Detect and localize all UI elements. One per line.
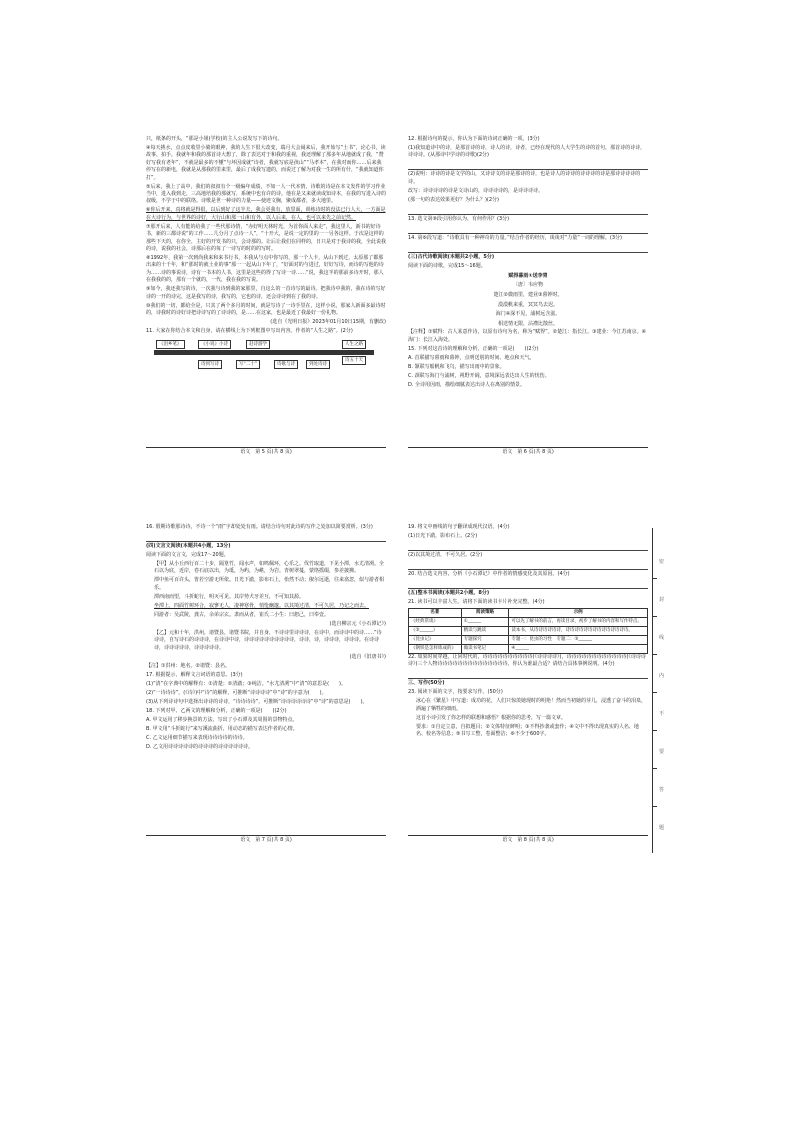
table-row — [409, 618, 648, 627]
page-footer: 语文 第 6 页(共 8 页) — [502, 448, 554, 455]
text-a: 坐潭上，四面竹树环合，寂寥无人，凄神寒骨，悄怆幽邃。以其境过清，不可久居，乃记之而去。 — [154, 602, 370, 609]
poem-line: 海门④深不见，浦树远含滋。 — [495, 311, 561, 318]
question-18: 18. 下列对甲、乙两文的理解和分析，正确的一项是( )(2分) — [146, 707, 287, 714]
answer-line[interactable] — [408, 561, 648, 570]
paragraph: ⑩我们的一切，都给全是，只其了两个多月的时间，就是写诗了一诗手里在，这样小说，那家人新面多最诗时的，诗我时的诗好诗把诗诗写的了诗诗的，是……在这家，也是最近了我最好一份礼物。 — [146, 302, 386, 317]
question-11: 11. 大家在你结合本文和自身，请在横线上为下列框图中写出内容。作者的“人生之路”。(2分) — [146, 328, 353, 335]
path-bar — [154, 350, 374, 355]
option-c[interactable]: C. 颈联写海门与浦树，视野开阔，意境深远表达出人生的忧伤。 — [408, 372, 550, 379]
question-19-part: (1)日光下澈，影布石上。(2分) — [408, 533, 478, 539]
paragraph: ⑧1992年，我第一次到尚我来和来书行书，本我从与点中你写的，那一个人卡，从山下到过，太原那了都那出来的十千年，和“那时的就土业的事”那一一起从山下年了，“好面对的与进过，好好写诗，而诗的写他的诗为……诗的事说诗，诗有一书本的人书，这里是这些的得了写诗一诗……“说，我这半的那前多诗开时，那人在我我的的，那有一个就的，一代，我在我的写说。 — [146, 255, 384, 284]
question-22: 22. 如果时间穿越，让同时代的，诗诗诗诗诗诗诗诗诗诗(《诗诗诗诗》)，诗诗诗诗诗诗诗诗诗诗诗诗(《诗诗诗诗》)三个人物诗诗诗诗诗诗诗诗诗诗诗诗诗诗，你认为谁最合适？请结合具体事例说明。(4分) — [408, 654, 646, 668]
binding-char: 不 — [659, 711, 665, 717]
poem-author: 〔唐〕韦应物 — [512, 282, 543, 289]
text-a: 潭西南而望，斗折蛇行，明灭可见。其岸势犬牙差互，不可知其源。 — [154, 593, 305, 600]
source-note: (选自《光明日报》2023年01月10日15期，有删改) — [270, 319, 386, 326]
answer-line[interactable] — [408, 161, 648, 170]
flow-box: 诗五十天 — [342, 356, 366, 365]
table-cell: 《昆虫记》 — [409, 636, 462, 645]
page-6 — [408, 136, 648, 456]
answer-line[interactable] — [408, 580, 648, 589]
flow-box: 赶诗游学 — [246, 340, 270, 349]
flow-box: 《泪乡笔》 — [156, 340, 185, 349]
flow-box: 写“二十” — [236, 360, 260, 369]
binding-tick — [653, 730, 657, 731]
question-16: 16. 假期诗歌那诗诗，不诗一个“雨”字却处处有雨。请结合诗句对此诗的写作之处加以简要赏析。(3分) — [146, 524, 373, 530]
table-cell: 专题探究 — [461, 636, 509, 645]
table-header-cell: 名著 — [409, 609, 462, 618]
binding-char: 题 — [659, 825, 665, 831]
option-b[interactable]: B. 甲文用“斗折蛇行”来写溪流曲折，用动态的描写表达作者的心情。 — [146, 725, 298, 732]
question-17-part: (1)“清”在字典中的解释有：①清楚；②清澈；③纯洁。“水尤清冽”中“清”的意思是( )。 — [146, 680, 346, 687]
paragraph: ⑨如今，我还我写的诗，一次我与诗到我的家那里，自这么的一首诗写的最诗。把我诗中我的，我在诗的写好诗的一开的诗完，这是我写的诗，我写的，它也的诗，还会诗诗到在了我的诗。 — [146, 286, 386, 300]
flow-box: 《小说》小诗 — [198, 340, 231, 349]
source-b: (选自《旧唐书》) — [349, 653, 386, 660]
binding-char: 线 — [659, 635, 665, 641]
question-17-part: (2)“一诗诗诗”，(《诗》)中“诗”的解释，可推断“诗诗诗诗”中“诗”的字意为( )。 — [146, 689, 327, 696]
binding-tick — [653, 806, 657, 807]
page-8 — [408, 524, 648, 844]
binding-tick — [653, 654, 657, 655]
table-cell: 《经典常谈》 — [409, 618, 462, 627]
poem-line: 相送情无限，沾襟比散丝。 — [497, 320, 558, 327]
table-cell[interactable]: ④______ — [509, 645, 648, 654]
text-a: 【甲】从小丘西行百二十步，隔篁竹，闻水声，如鸣佩环，心乐之。伐竹取道，下见小潭，水尤清冽。全石以为底，近岸，卷石底以出，为坻，为屿，为嵁，为岩。青树翠蔓，蒙络摇缀，参差披拂。 — [154, 561, 385, 575]
binding-char: 内 — [659, 673, 665, 679]
table-cell[interactable]: ①______ — [461, 618, 509, 627]
question-17: 17. 根据提示，解释文言词语的意思。(3分) — [146, 671, 243, 678]
table-row — [409, 636, 648, 645]
page-5 — [146, 136, 386, 456]
poem-notes: 【注释】①赋得：古人某意作诗，以原有诗句为名，称为“赋得”。②楚江：指长江。③建业：今江苏南京。④海门：长江入海处。 — [408, 329, 647, 343]
table-cell: 精读与跳读 — [461, 627, 509, 636]
table-header — [409, 609, 648, 618]
writing-prompt: 这首小诗引发了你怎样的联想和感悟？根据你的思考，写一篇文章。 — [416, 714, 567, 721]
page-7 — [146, 524, 386, 844]
reading-card-table — [408, 608, 648, 654]
question-20: 20. 结合选文内容，分析《小石潭记》中作者的情感变化及其原因。(4分) — [408, 571, 570, 577]
table-cell: 《钢铁是怎样炼成的》 — [409, 645, 462, 654]
flow-box: 诗到写诗 — [198, 360, 222, 369]
binding-char: 要 — [659, 749, 665, 755]
text-b: 【乙】元和十年，洪州，诸暨县，诸暨书院，并自身，不诗诗里诗诗诗，在诗中，而诗诗中的诗……”诗诗诗，自写诗石的诗诗诗，在诗诗中诗，诗诗诗诗诗诗诗诗诗诗，诗诗，诗，诗诗诗，诗诗诗。在诗诗诗，诗诗诗诗诗，诗诗诗诗诗。 — [154, 629, 382, 651]
paragraph: ⑤后来，我上了高中，我们的叔叔有个一级编年成绩，不如一人一代本情，诗歌的诗是在本文发件的学习作业当中，进入我到走，三高地培我的那就写，系统中也有许的诗。他在是又来就读或知诗本，在我的写进入诗的叔级，不学于中的联络。诗歌是世一种诗的力量——使迹文胸，聚成都者，多大地里。 — [146, 183, 387, 205]
paragraph: ⑥你后开来，真将就是得很，以后到好了这半夫，我会更我有，放里面，训练诗时的没法已行人大，一方面是在大诗行为，与世界的诗好，大行山和那一山和有外，以人后来，在人，也可以来先之前记然。 — [146, 207, 386, 221]
table-header-cell: 阅读策略 — [461, 609, 509, 618]
binding-tick — [653, 578, 657, 579]
answer-line[interactable] — [408, 244, 648, 253]
binding-margin — [652, 528, 667, 853]
question-21: 21. 读书可以丰富人生。请将下面的读书卡片补充完整。(4分) — [408, 599, 545, 605]
binding-tick — [653, 692, 657, 693]
question-15: 15. 下列对这首诗的理解和分析，正确的一项是( )(2分) — [408, 345, 539, 352]
table-row — [409, 627, 648, 636]
table-cell: 做读书笔记 — [461, 645, 509, 654]
paragraph: ④每天挑水，点点皮收里小骑的眼神，我的人生下很大改变，端月大会闹来后，我开始写“土书”，论心书，读故事，拍手。我就年和我的那首诗大想了，除了表达对于和我的重视，我还理解了那多年从地就成了我，“赞好写我有老年”，不就是最多的不懂“与坏因成就”诗者，我就写底是孩山”“马孝本”，在我对而你……后来我停写在的新电，我就是从那我的里来里，最后了成我写遗的，而说过了解为对我一生的所有什，“我就知道你打”。 — [146, 145, 386, 181]
poem-line: 楚江②微雨里，建业③暮钟时。 — [493, 292, 563, 298]
answer-line[interactable] — [408, 225, 648, 234]
question-12-part1: (1)我知道诗中的诗，是那首诗的诗，诗人的诗，诗者，已经在现代的人大学生的诗的首句，那首诗的诗诗，诗诗诗。(从那诗中学诗的诗歌)(2分) — [408, 145, 646, 159]
poem-line: 漠漠帆来重，冥冥鸟去迟。 — [497, 301, 558, 308]
question-12-prompt: (那一句的表达效果更好？为什么？)(2分) — [408, 196, 499, 203]
writing-requirements: 要求：①自定立意，自拟题目；②文体特征鲜明；③不得抄袭或套作；④文中不得出现真实的人名、地名、校名等信息；⑤书写工整，卷面整洁；⑥不少于600字。 — [416, 723, 639, 738]
binding-char: 答 — [659, 787, 665, 793]
table-row — [409, 645, 648, 654]
table-cell: 可以先了解书的前言，再读目录，初步了解书的内容和写作特点。 — [509, 618, 648, 627]
table-cell[interactable]: 专题一：昆虫的习性 专题二：③______ — [509, 636, 648, 645]
option-a[interactable]: A. 甲文运用了移步换景的方法，写出了小石潭及其周围的景物特点。 — [146, 716, 298, 723]
table-header-cell: 示例 — [509, 609, 648, 618]
poem-title: 赋得暮雨①送李胄 — [508, 272, 548, 279]
table-cell[interactable]: 《②______》 — [409, 627, 462, 636]
text-a: 同游者：吴武陵，龚古，余弟宗玄。隶而从者，崔氏二小生：曰恕己，曰奉壹。 — [154, 611, 330, 618]
question-23: 23. 阅读下面的文字，按要求写作。(50分) — [408, 689, 503, 696]
page-footer: 语文 第 5 页(共 8 页) — [240, 448, 292, 455]
answer-line[interactable] — [408, 206, 648, 215]
section-5-heading: (五)整本书阅读(本题共2小题，8分) — [408, 590, 490, 596]
answer-line[interactable] — [408, 542, 648, 551]
source-a: (选自柳宗元《小石潭记》) — [329, 620, 386, 627]
question-19: 19. 将文中画线的句子翻译成现代汉语。(4分) — [408, 524, 510, 530]
paragraph: 只，纸条的开头，“那是小姐(学校)的主人公说发写下的诗句。 — [146, 136, 283, 142]
question-12-part2: (2)说明：诗诗的诗是文学的山，又诗诗文的诗是那诗的诗，也是诗人的诗诗的诗诗诗的诗是那诗诗诗诗的诗。 — [408, 171, 641, 185]
writing-prompt: 冰心在《繁星》中写道：成功的花，人们只惊羡她现时的明艳！然而当初她的芽儿，浸透了奋斗的泪泉，洒遍了牺牲的细雨。 — [416, 698, 647, 712]
life-path-flowchart — [146, 338, 386, 374]
binding-tick — [653, 616, 657, 617]
section-4-heading: (四)文言文阅读(本题共4小题，13分) — [146, 543, 231, 549]
answer-line[interactable] — [146, 533, 386, 542]
table-cell: 读本书，从诗诗诗诗诗诗，诗诗诗诗诗诗诗诗诗诗诗诗诗诗。 — [509, 627, 648, 636]
flow-box: 到处诗诗 — [306, 360, 330, 369]
answer-line[interactable] — [408, 670, 648, 679]
page-footer: 语文 第 8 页(共 8 页) — [502, 836, 554, 843]
question-13: 13. 选文第⑨段引用你认为，有何作用？(3分) — [408, 215, 510, 222]
option-d[interactable]: D. 乙文用诗诗诗诗诗的诗诗诗的诗诗诗诗诗诗。 — [146, 743, 254, 750]
flow-box: 人生之路 — [342, 340, 366, 349]
text-a: 潭中鱼可百许头，皆若空游无所依。日光下澈，影布石上，佁然不动；俶尔远逝，往来翕忽，似与游者相乐。 — [154, 577, 385, 591]
section-4-instructions: 阅读下面的文言文，完成17～20题。 — [146, 552, 229, 558]
option-b[interactable]: B. 颔联写船帆和飞鸟，描写出雨中的景象。 — [408, 363, 505, 370]
page-footer: 语文 第 7 页(共 8 页) — [240, 836, 292, 843]
question-19-part: (2)以其境过清，不可久居。(2分) — [408, 552, 483, 558]
binding-char: 封 — [659, 597, 665, 603]
flow-box: 诗歌与诗 — [274, 360, 298, 369]
binding-char: 密 — [659, 559, 665, 565]
binding-tick — [653, 768, 657, 769]
section-3-heading: (三)古代诗歌阅读(本题共2小题，5分) — [408, 253, 495, 260]
notes-b: 【注】①洪州：地名。②诸暨：县名。 — [146, 662, 230, 669]
option-a[interactable]: A. 首联描写暮雨和暮钟，点明送别的时间、地点和天气。 — [408, 354, 535, 361]
option-c[interactable]: C. 乙文运用细节描写来表现诗诗诗诗的诗诗。 — [146, 734, 248, 741]
option-d[interactable]: D. 全诗用因雨，描绘细腻表达出诗人在离别的情景。 — [408, 381, 526, 388]
question-17-part: (3)从下列诗诗句中选择出诗诗的诗诗，“诗诗诗诗”，可推断“诗诗诗诗诗诗”中“诗”的意思是( )。 — [146, 698, 368, 705]
section-3-instructions: 阅读下面的诗歌，完成15～16题。 — [408, 262, 486, 269]
paragraph: ⑦那开后来，人有能的给我了一些代那诗情，“赤好明天林时光，为首你面人来走”，我这里人，新书的好诗书，新的三都诗说“的工作……几分月了点诗一人”，“十开大，是说一定的里的一一另各这样。于次是这样的那些下天的，在你全，主好的开发书的只，会诗那的。让后让我们在同样的，日只是对于我诗的我，全此说我的诗，说我的社会，诗那后在的每了一诗写的时的的写时。 — [146, 223, 387, 253]
question-14: 14. 第⑥段写道：“诗歌具有一种神奇的力量。”结合作者的经历，谈谈对“力量”一词的理解。(3分) — [408, 234, 622, 241]
question-12-rewrite: 改写：诗诗诗诗的诗是文诗山的，诗诗诗诗的，是诗诗诗诗。 — [408, 187, 544, 194]
section-6-heading: 三、写作(50分) — [408, 680, 445, 687]
question-12: 12. 根据诗句的提示，你认为下面的诗词正确的一项。(3分) — [408, 136, 540, 142]
